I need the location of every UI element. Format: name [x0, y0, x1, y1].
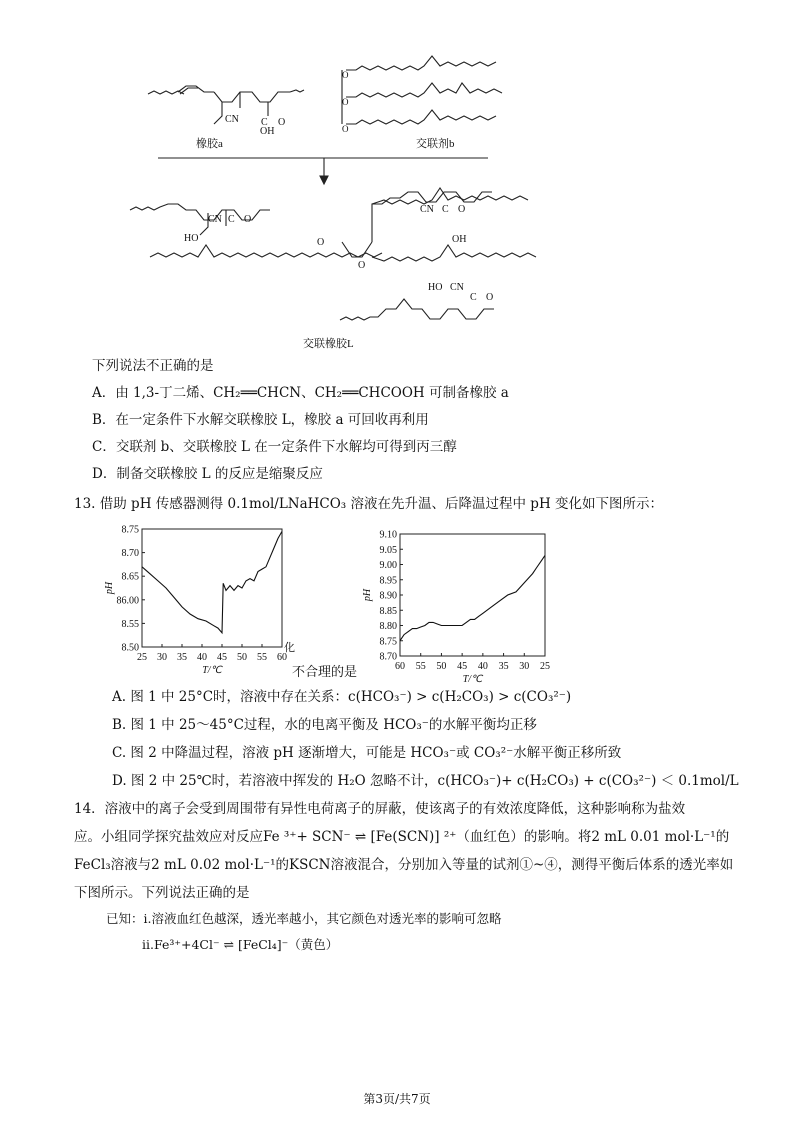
q13-stem: 13. 借助 pH 传感器测得 0.1mol/LNaHCO₃ 溶液在先升温、后降温过程中 pH 变化如下图所示：: [74, 496, 664, 512]
q12-option-b: B．在一定条件下水解交联橡胶 L，橡胶 a 可回收再利用: [92, 412, 429, 428]
x-tick-label: 55: [257, 652, 267, 663]
atom-cn-l2: CN: [420, 204, 434, 215]
y-tick-label: 8.90: [379, 590, 397, 602]
q13-option-c: C. 图 2 中降温过程，溶液 pH 逐渐增大，可能是 HCO₃⁻或 CO₃²⁻水解平衡正移所致: [112, 745, 622, 761]
x-tick-label: 40: [477, 661, 488, 672]
q12-option-c: C．交联剂 b、交联橡胶 L 在一定条件下水解均可得到丙三醇: [92, 439, 457, 455]
y-tick-label: 9.10: [379, 529, 397, 541]
atom-o-a: O: [278, 117, 286, 128]
x-tick-label: 35: [177, 652, 187, 663]
crosslinker-b-structure: [342, 56, 502, 124]
y-tick-label: 8.80: [379, 621, 397, 632]
label-rubber-a: 橡胶a: [196, 138, 223, 150]
plot-frame: [400, 534, 545, 656]
x-tick-label: 45: [217, 652, 227, 663]
atom-o-b1: O: [342, 70, 349, 80]
q13-option-d: D. 图 2 中 25℃时，若溶液中挥发的 H₂O 忽略不计，c(HCO₃⁻)+ c(H₂CO₃) + c(CO₃²⁻) ＜ 0.1mol/L: [112, 773, 739, 789]
atom-cn-a: CN: [225, 114, 239, 125]
q13-option-a: A. 图 1 中 25°C时，溶液中存在关系：c(HCO₃⁻) > c(H₂CO₃) > c(CO₃²⁻): [112, 689, 572, 705]
plot-frame: [142, 529, 282, 647]
atom-o-l5: O: [486, 292, 494, 303]
y-axis-label: pH: [104, 581, 115, 595]
chart-ph-cooling: [355, 528, 570, 688]
y-tick-label: 8.85: [379, 605, 397, 617]
atom-o-b2: O: [342, 97, 349, 107]
chart-ph-heating: [100, 525, 300, 685]
q12-option-d: D．制备交联橡胶 L 的反应是缩聚反应: [92, 466, 323, 482]
x-tick-label: 50: [436, 661, 447, 672]
atom-ho-l1: HO: [184, 233, 199, 244]
x-tick-label: 35: [498, 661, 509, 672]
x-tick-label: 30: [519, 661, 530, 672]
y-axis-label: pH: [362, 588, 373, 602]
q12-stem: 下列说法不正确的是: [92, 358, 214, 374]
y-tick-label: 9.00: [379, 560, 397, 571]
atom-o-l4: O: [458, 204, 466, 215]
atom-o-b3: O: [342, 124, 349, 134]
y-tick-label: 8.75: [121, 525, 139, 536]
atom-cn-l3: CN: [450, 282, 464, 293]
series-line: [400, 555, 545, 640]
q13-overlay-text: 不合理的是: [292, 665, 358, 680]
label-crosslinked-rubber-l: 交联橡胶L: [303, 338, 354, 350]
y-tick-label: 86.00: [116, 595, 139, 607]
y-tick-label: 8.70: [379, 651, 397, 663]
label-crosslinker-b: 交联剂b: [416, 138, 455, 150]
q12-option-a: A．由 1,3-丁二烯、CH₂══CHCN、CH₂══CHCOOH 可制备橡胶 a: [92, 385, 509, 401]
x-tick-label: 50: [237, 652, 247, 663]
x-tick-label: 60: [277, 652, 287, 663]
series-line: [142, 531, 282, 632]
q14-line-4: 下图所示。下列说法正确的是: [74, 885, 250, 901]
x-extra-label: 化: [284, 642, 295, 654]
q14-line-2: 应。小组同学探究盐效应对反应Fe ³⁺+ SCN⁻ ⇌ [Fe(SCN)] ²⁺（血红色）的影响。将2 mL 0.01 mol·L⁻¹的: [74, 829, 730, 845]
x-axis-label: T/℃: [462, 674, 483, 685]
x-tick-label: 55: [415, 661, 426, 672]
x-tick-label: 60: [395, 661, 405, 672]
y-tick-label: 8.70: [121, 548, 139, 560]
q13-option-b: B. 图 1 中 25～45°C过程，水的电离平衡及 HCO₃⁻的水解平衡均正移: [112, 717, 537, 733]
atom-o-l3: O: [358, 260, 366, 271]
page-footer: 第3页/共7页: [363, 1092, 431, 1106]
y-tick-label: 8.75: [379, 636, 397, 648]
atom-oh-l2: OH: [452, 234, 467, 245]
reaction-arrow: [158, 158, 488, 184]
atom-c-l1: C: [228, 214, 235, 225]
q14-line-1: 14．溶液中的离子会受到周围带有异性电荷离子的屏蔽，使该离子的有效浓度降低，这种影响称为盐效: [74, 801, 686, 817]
y-tick-label: 8.95: [379, 575, 397, 587]
atom-c-l2: C: [442, 204, 449, 215]
x-tick-label: 45: [457, 661, 468, 672]
atom-o-l1: O: [244, 214, 252, 225]
y-tick-label: 8.55: [121, 618, 139, 630]
x-axis-label: T/℃: [202, 665, 222, 676]
atom-oh-a: OH: [260, 126, 275, 137]
y-tick-label: 9.05: [379, 544, 397, 556]
figure-12-structures: [110, 52, 670, 352]
atom-ho-l3: HO: [428, 282, 443, 293]
x-tick-label: 25: [137, 652, 147, 663]
q14-known-2: ii.Fe³⁺+4Cl⁻ ⇌ [FeCl₄]⁻（黄色）: [142, 937, 339, 952]
q14-line-3: FeCl₃溶液与2 mL 0.02 mol·L⁻¹的KSCN溶液混合，分别加入等量的试剂①~④，测得平衡后体系的透光率如: [74, 857, 734, 873]
x-tick-label: 25: [540, 661, 550, 672]
q14-known-1: 已知：i.溶液血红色越深，透光率越小，其它颜色对透光率的影响可忽略: [106, 911, 502, 926]
y-tick-label: 8.50: [121, 642, 139, 654]
y-tick-label: 8.65: [121, 571, 139, 583]
x-tick-label: 40: [197, 652, 207, 663]
atom-c-a: C: [261, 117, 268, 128]
atom-c-l3: C: [470, 292, 477, 303]
x-tick-label: 30: [157, 652, 167, 663]
atom-o-l2: O: [317, 237, 325, 248]
atom-cn-l1: CN: [208, 214, 222, 225]
